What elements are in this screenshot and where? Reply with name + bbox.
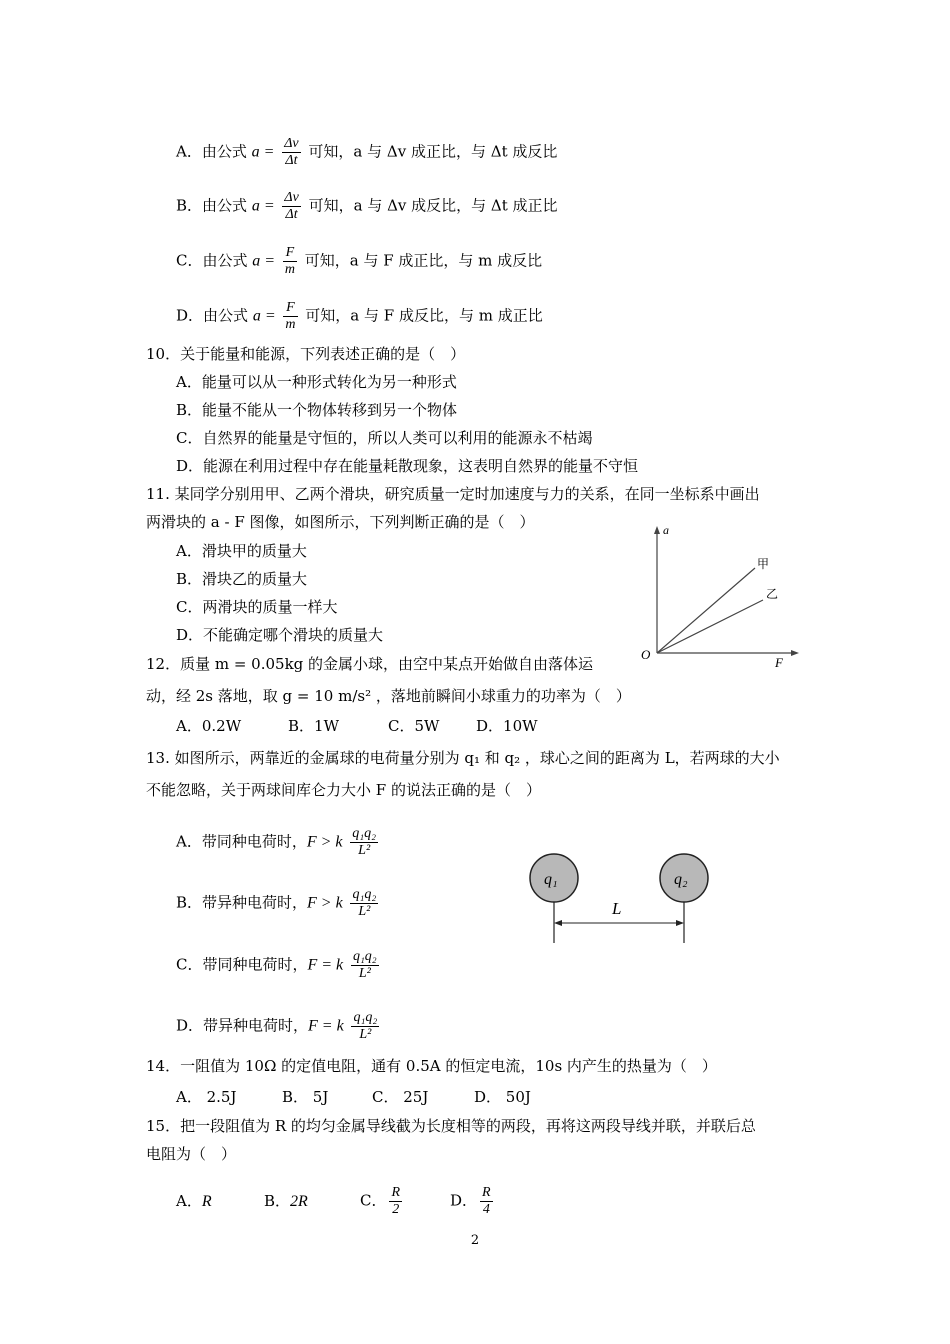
q12-stem-line2: 动，经 2s 落地，取 g = 10 m/s² ，落地前瞬间小球重力的功率为（ ） <box>146 687 631 705</box>
q15-options <box>176 1185 496 1218</box>
graph-line-jia-label: 甲 <box>757 557 770 571</box>
q15-option-d: D． $\frac{R}{4}$ <box>450 1185 491 1217</box>
q12-option-b: B．1W <box>288 717 339 735</box>
q9-option-c: C．由公式 a = $\frac{F}{m}$ 可知，a 与 F 成正比，与 m 成反比 <box>176 245 543 277</box>
q11-af-graph <box>635 518 805 668</box>
q10-option-a: A．能量可以从一种形式转化为另一种形式 <box>176 373 457 391</box>
q12-option-d: D．10W <box>476 717 538 735</box>
q13-stem-line2: 不能忽略，关于两球间库仑力大小 F 的说法正确的是（ ） <box>146 781 541 799</box>
graph-origin-label: O <box>641 647 651 662</box>
q14-option-b: B． 5J <box>282 1088 329 1106</box>
q13-option-d: D．带异种电荷时，F = k $\frac{\text{q₁q₂}}{\text{L²}}$ <box>176 1010 378 1042</box>
q12-option-c: C．5W <box>388 717 440 735</box>
q11-option-c: C．两滑块的质量一样大 <box>176 598 338 616</box>
q15-option-a: A．R <box>176 1191 212 1210</box>
graph-x-label: F <box>775 655 783 668</box>
q10-option-b: B．能量不能从一个物体转移到另一个物体 <box>176 401 458 419</box>
q13-option-a: A．带同种电荷时，F > k $\frac{\text{q₁q₂}}{\text{L²}}$ <box>176 826 377 858</box>
q15-stem-line2: 电阻为（ ） <box>146 1145 237 1163</box>
graph-x-arrow <box>791 650 799 656</box>
distance-arrow-right <box>676 920 684 926</box>
q13-stem-line1: 13. 如图所示，两靠近的金属球的电荷量分别为 q₁ 和 q₂ ，球心之间的距离为 L，若两球的大小 <box>146 749 780 767</box>
graph-line-jia <box>657 568 755 653</box>
q13-option-c: C．带同种电荷时，F = k $\frac{\text{q₁q₂}}{\text{L²}}$ <box>176 949 377 981</box>
q12-stem-line1: 12．质量 m = 0.05kg 的金属小球，由空中某点开始做自由落体运 <box>146 655 594 673</box>
q11-option-d: D．不能确定哪个滑块的质量大 <box>176 626 384 644</box>
q13-option-b: B．带异种电荷时，F > k $\frac{\text{q₁q₂}}{\text{L²}}$ <box>176 887 377 919</box>
graph-line-yi <box>657 600 763 653</box>
q15-stem-line1: 15．把一段阻值为 R 的均匀金属导线截为长度相等的两段，再将这两段导线并联，并联后总 <box>146 1117 756 1135</box>
q12-option-a: A．0.2W <box>176 717 242 735</box>
graph-y-label: a <box>663 523 669 537</box>
q11-stem-line2: 两滑块的 a - F 图像，如图所示，下列判断正确的是（ ） <box>146 513 535 531</box>
q9-option-a: A．由公式 a = $\frac{\Delta v}{\Delta t}$ 可知，a 与 Δv 成正比，与 Δt 成反比 <box>176 136 558 168</box>
q10-stem: 10．关于能量和能源，下列表述正确的是（ ） <box>146 345 466 363</box>
q11-stem-line1: 11. 某同学分别用甲、乙两个滑块，研究质量一定时加速度与力的关系，在同一坐标系中画出 <box>146 485 760 503</box>
distance-label: L <box>612 899 622 918</box>
q12-options <box>176 716 538 736</box>
page-number: 2 <box>470 1233 480 1248</box>
q15-option-c: C． $\frac{R}{2}$ <box>360 1185 401 1217</box>
graph-y-arrow <box>654 526 660 534</box>
q15-option-b: B．2R <box>264 1191 308 1210</box>
q10-option-d: D．能源在利用过程中存在能量耗散现象，这表明自然界的能量不守恒 <box>176 457 639 475</box>
q13-charges-figure <box>520 848 720 948</box>
q10-option-c: C．自然界的能量是守恒的，所以人类可以利用的能源永不枯竭 <box>176 429 593 447</box>
q14-option-a: A． 2.5J <box>176 1088 237 1106</box>
q14-options <box>176 1087 531 1107</box>
q14-option-c: C． 25J <box>372 1088 429 1106</box>
distance-arrow-left <box>554 920 562 926</box>
q11-option-b: B．滑块乙的质量大 <box>176 570 308 588</box>
charge-ball-2-label: q₂ <box>674 871 688 888</box>
q14-stem: 14．一阻值为 10Ω 的定值电阻，通有 0.5A 的恒定电流，10s 内产生的热量为（ ） <box>146 1057 717 1075</box>
q9-option-d: D．由公式 a = $\frac{F}{m}$ 可知，a 与 F 成反比，与 m 成正比 <box>176 300 543 332</box>
q14-option-d: D． 50J <box>474 1088 531 1106</box>
charge-ball-1-label: q₁ <box>544 871 558 888</box>
q9-option-b: B．由公式 a = $\frac{\Delta v}{\Delta t}$ 可知，a 与 Δv 成反比，与 Δt 成正比 <box>176 190 558 222</box>
q11-option-a: A．滑块甲的质量大 <box>176 542 307 560</box>
graph-line-yi-label: 乙 <box>766 587 779 601</box>
